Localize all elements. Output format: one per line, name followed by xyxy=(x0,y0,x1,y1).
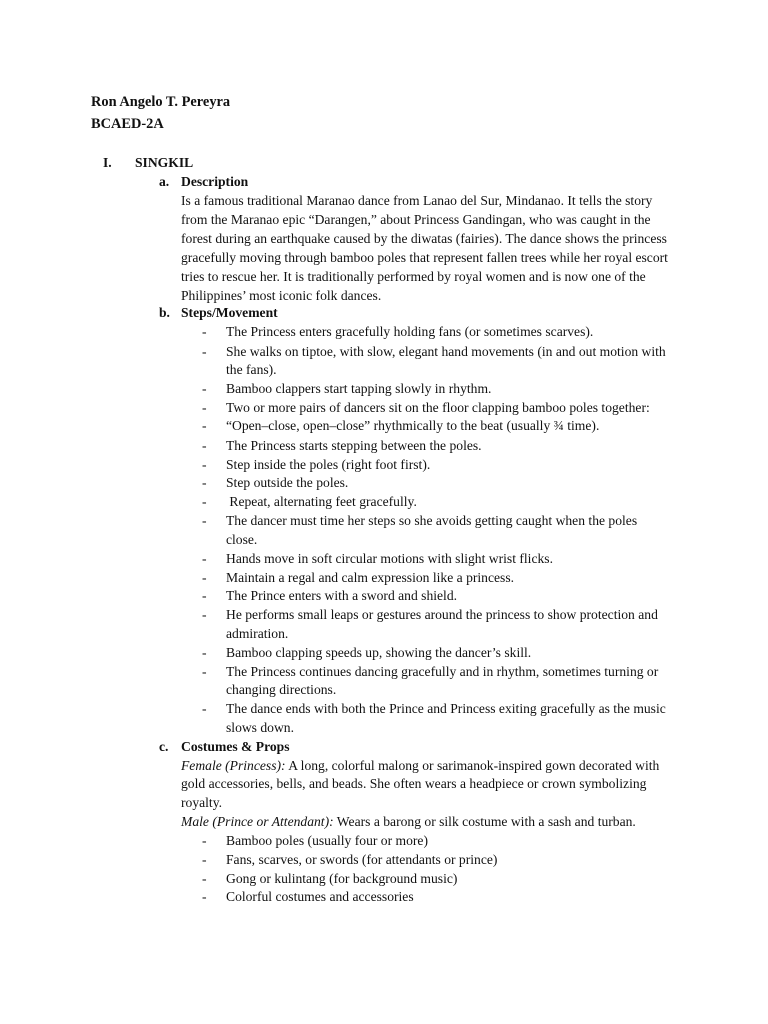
list-dash: - xyxy=(202,438,207,453)
prop-item: Fans, scarves, or swords (for attendants or prince) xyxy=(226,852,498,867)
author-section: BCAED-2A xyxy=(91,116,164,132)
step-item-continued: the fans). xyxy=(226,362,277,377)
costumes-letter: c. xyxy=(159,739,169,754)
list-dash: - xyxy=(202,588,207,603)
female-costume-line xyxy=(181,756,659,775)
section-numeral: I. xyxy=(103,155,112,170)
list-dash: - xyxy=(202,551,207,566)
steps-letter: b. xyxy=(159,305,170,320)
step-item: Two or more pairs of dancers sit on the floor clapping bamboo poles together: xyxy=(226,400,650,415)
list-dash: - xyxy=(202,324,207,339)
description-line: from the Maranao epic “Darangen,” about Princess Gandingan, who was caught in the xyxy=(181,212,651,227)
list-dash: - xyxy=(202,381,207,396)
female-costume-label: Female (Princess): xyxy=(181,758,286,773)
description-line: gracefully moving through bamboo poles that represent fallen trees while her royal escort xyxy=(181,250,668,265)
author-name: Ron Angelo T. Pereyra xyxy=(91,94,231,110)
step-item: The Princess enters gracefully holding fans (or sometimes scarves). xyxy=(226,324,594,339)
step-item-continued: close. xyxy=(226,532,258,547)
list-dash: - xyxy=(202,494,207,509)
list-dash: - xyxy=(202,664,207,679)
step-item: The Princess starts stepping between the poles. xyxy=(226,438,482,453)
female-costume-text: A long, colorful malong or sarimanok-inspired gown decorated with xyxy=(285,758,660,773)
female-costume-line: gold accessories, bells, and beads. She often wears a headpiece or crown symbolizing xyxy=(181,776,647,791)
step-item-continued: admiration. xyxy=(226,626,289,641)
step-item: The Princess continues dancing gracefully and in rhythm, sometimes turning or xyxy=(226,664,659,679)
description-heading: Description xyxy=(181,174,249,189)
list-dash: - xyxy=(202,701,207,716)
step-item: The dancer must time her steps so she avoids getting caught when the poles xyxy=(226,513,638,528)
step-item: He performs small leaps or gestures around the princess to show protection and xyxy=(226,607,658,622)
step-item: The Prince enters with a sword and shield. xyxy=(226,588,458,603)
step-item: Step inside the poles (right foot first). xyxy=(226,457,431,472)
list-dash: - xyxy=(202,570,207,585)
description-line: tries to rescue her. It is traditionally performed by royal women and is now one of the xyxy=(181,269,646,284)
step-item: Hands move in soft circular motions with slight wrist flicks. xyxy=(226,551,553,566)
step-item: She walks on tiptoe, with slow, elegant hand movements (in and out motion with xyxy=(226,344,666,359)
list-dash: - xyxy=(202,833,207,848)
list-dash: - xyxy=(202,344,207,359)
list-dash: - xyxy=(202,871,207,886)
list-dash: - xyxy=(202,889,207,904)
step-item-continued: slows down. xyxy=(226,720,294,735)
step-item: Maintain a regal and calm expression like a princess. xyxy=(226,570,515,585)
step-item: Bamboo clapping speeds up, showing the dancer’s skill. xyxy=(226,645,532,660)
description-line: Is a famous traditional Maranao dance from Lanao del Sur, Mindanao. It tells the story xyxy=(181,193,653,208)
step-item: Bamboo clappers start tapping slowly in rhythm. xyxy=(226,381,492,396)
male-costume-text: Wears a barong or silk costume with a sash and turban. xyxy=(333,814,636,829)
male-costume-line xyxy=(181,812,636,831)
step-item: The dance ends with both the Prince and Princess exiting gracefully as the music xyxy=(226,701,666,716)
list-dash: - xyxy=(202,400,207,415)
prop-item: Bamboo poles (usually four or more) xyxy=(226,833,428,848)
step-item: Step outside the poles. xyxy=(226,475,349,490)
steps-heading: Steps/Movement xyxy=(181,305,278,320)
male-costume-label: Male (Prince or Attendant): xyxy=(181,814,334,829)
list-dash: - xyxy=(202,457,207,472)
list-dash: - xyxy=(202,645,207,660)
section-title: SINGKIL xyxy=(135,155,194,170)
step-item-continued: changing directions. xyxy=(226,682,337,697)
female-costume-line: royalty. xyxy=(181,795,223,810)
list-dash: - xyxy=(202,513,207,528)
description-letter: a. xyxy=(159,174,170,189)
description-line: Philippines’ most iconic folk dances. xyxy=(181,288,382,303)
prop-item: Gong or kulintang (for background music) xyxy=(226,871,458,886)
description-line: forest during an earthquake caused by the diwatas (fairies). The dance shows the princess xyxy=(181,231,667,246)
step-item: Repeat, alternating feet gracefully. xyxy=(226,494,417,509)
prop-item: Colorful costumes and accessories xyxy=(226,889,414,904)
list-dash: - xyxy=(202,852,207,867)
list-dash: - xyxy=(202,418,207,433)
list-dash: - xyxy=(202,475,207,490)
list-dash: - xyxy=(202,607,207,622)
costumes-heading: Costumes & Props xyxy=(181,739,290,754)
step-item: “Open–close, open–close” rhythmically to the beat (usually ¾ time). xyxy=(226,418,600,433)
